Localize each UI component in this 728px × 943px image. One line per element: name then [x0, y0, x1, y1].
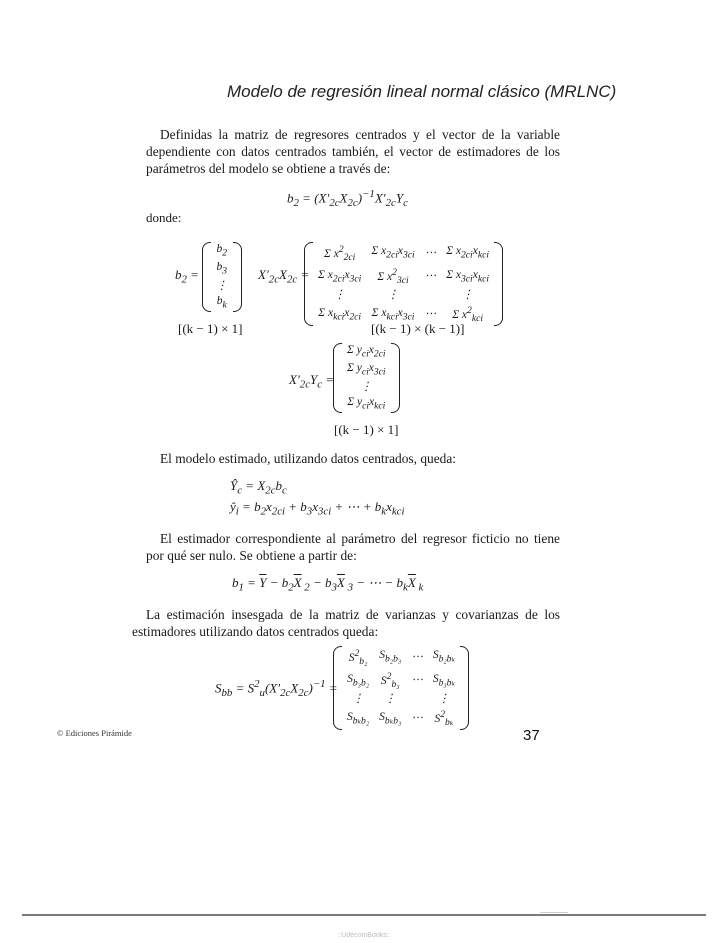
xy-vector: Σ $y_{ci}x_{2ci}$ Σ $y_{ci}x_{3ci}$ ⋮ Σ $y_{ci}x_{kci}$	[333, 343, 400, 418]
dim-b2: [(k − 1) × 1]	[178, 321, 243, 336]
variance-text: La estimación insesgada de la matriz de varianzas y covarianzas de los estimadores utilizando datos centrados queda:	[132, 607, 560, 639]
xy-lhs: $X'_{2c}Y_c$ =	[289, 372, 335, 391]
xx-matrix: Σ $x^2_{2ci}$ Σ $x_{2ci}x_{3ci}$ ⋯ Σ $x_{2ci}x_{kci}$ Σ $x_{2ci}x_{3ci}$ Σ $x^2_{3ci}$ ⋯ Σ $x_{3ci}x_{kci}$ ⋮ ⋮ ⋮ Σ $x_{kci}x_{2ci}$ Σ $x_{kci}x_{3ci}$ ⋯ Σ $x^2_{kci}$	[304, 242, 503, 331]
b2-vector: $b_2$ $b_3$ ⋮ $b_k$	[202, 242, 242, 317]
estimated-model-paragraph	[146, 450, 560, 467]
equation-b2: $b_2 = (X'_{2c}X_{2c})^{-1}X'_{2c}Y_c$	[287, 188, 408, 209]
publisher-footer: © Ediciones Pirámide	[57, 728, 132, 738]
estimated-model-text: El modelo estimado, utilizando datos centrados, queda:	[160, 451, 457, 466]
sbb-lhs: $S_{bb} = S^2_u(X'_{2c}X_{2c})^{-1}$ =	[215, 678, 338, 699]
dim-xx: [(k − 1) × (k − 1)]	[371, 321, 465, 336]
equation-yi: $ŷ_i = b_2x_{2ci} + b_3x_{3ci}$ + ⋯ + $b_kx_{kci}$	[230, 499, 405, 518]
page-number: 37	[523, 727, 540, 744]
donde-label: donde:	[146, 210, 182, 225]
intercept-text: El estimador correspondiente al parámetro del regresor ficticio no tiene por qué ser nulo. Se obtiene a partir de:	[146, 531, 560, 563]
sbb-matrix: $S^2_{b_2}$ $S_{b_2b_3}$ ⋯ $S_{b_2b_k}$ $S_{b_3b_2}$ $S^2_{b_3}$ ⋯ $S_{b_3b_k}$ ⋮ ⋮ ⋮ $S_{b_kb_2}$ $S_{b_kb_3}$ ⋯ $S^2_{b_k}$	[333, 646, 469, 735]
intercept-paragraph	[146, 530, 560, 564]
dim-xy: [(k − 1) × 1]	[334, 422, 399, 437]
running-header: Modelo de regresión lineal normal clásico (MRLNC)	[227, 82, 617, 101]
intro-paragraph	[146, 126, 560, 177]
bottom-rule-mark	[540, 912, 568, 913]
scan-credit: ::UdecomBooks::	[337, 932, 391, 939]
variance-paragraph	[132, 606, 560, 640]
b2-lhs: $b_2$ =	[175, 267, 199, 286]
equation-yc: $Ŷ_c = X_{2c}b_c$	[230, 478, 287, 497]
equation-b1: $b_1 = \overline{Y} - b_2\overline{X}$ $_2 - b_3\overline{X}$ $_3$ − ⋯ − $b_k\overline{X}$ $_k$	[232, 575, 424, 594]
bottom-rule	[22, 914, 706, 916]
xx-lhs: $X'_{2c}X_{2c}$ =	[258, 267, 310, 286]
intro-text: Definidas la matriz de regresores centrados y el vector de la variable dependiente con datos centrados también, el vector de estimadores de los parámetros del modelo se obtiene a través de:	[146, 127, 560, 176]
